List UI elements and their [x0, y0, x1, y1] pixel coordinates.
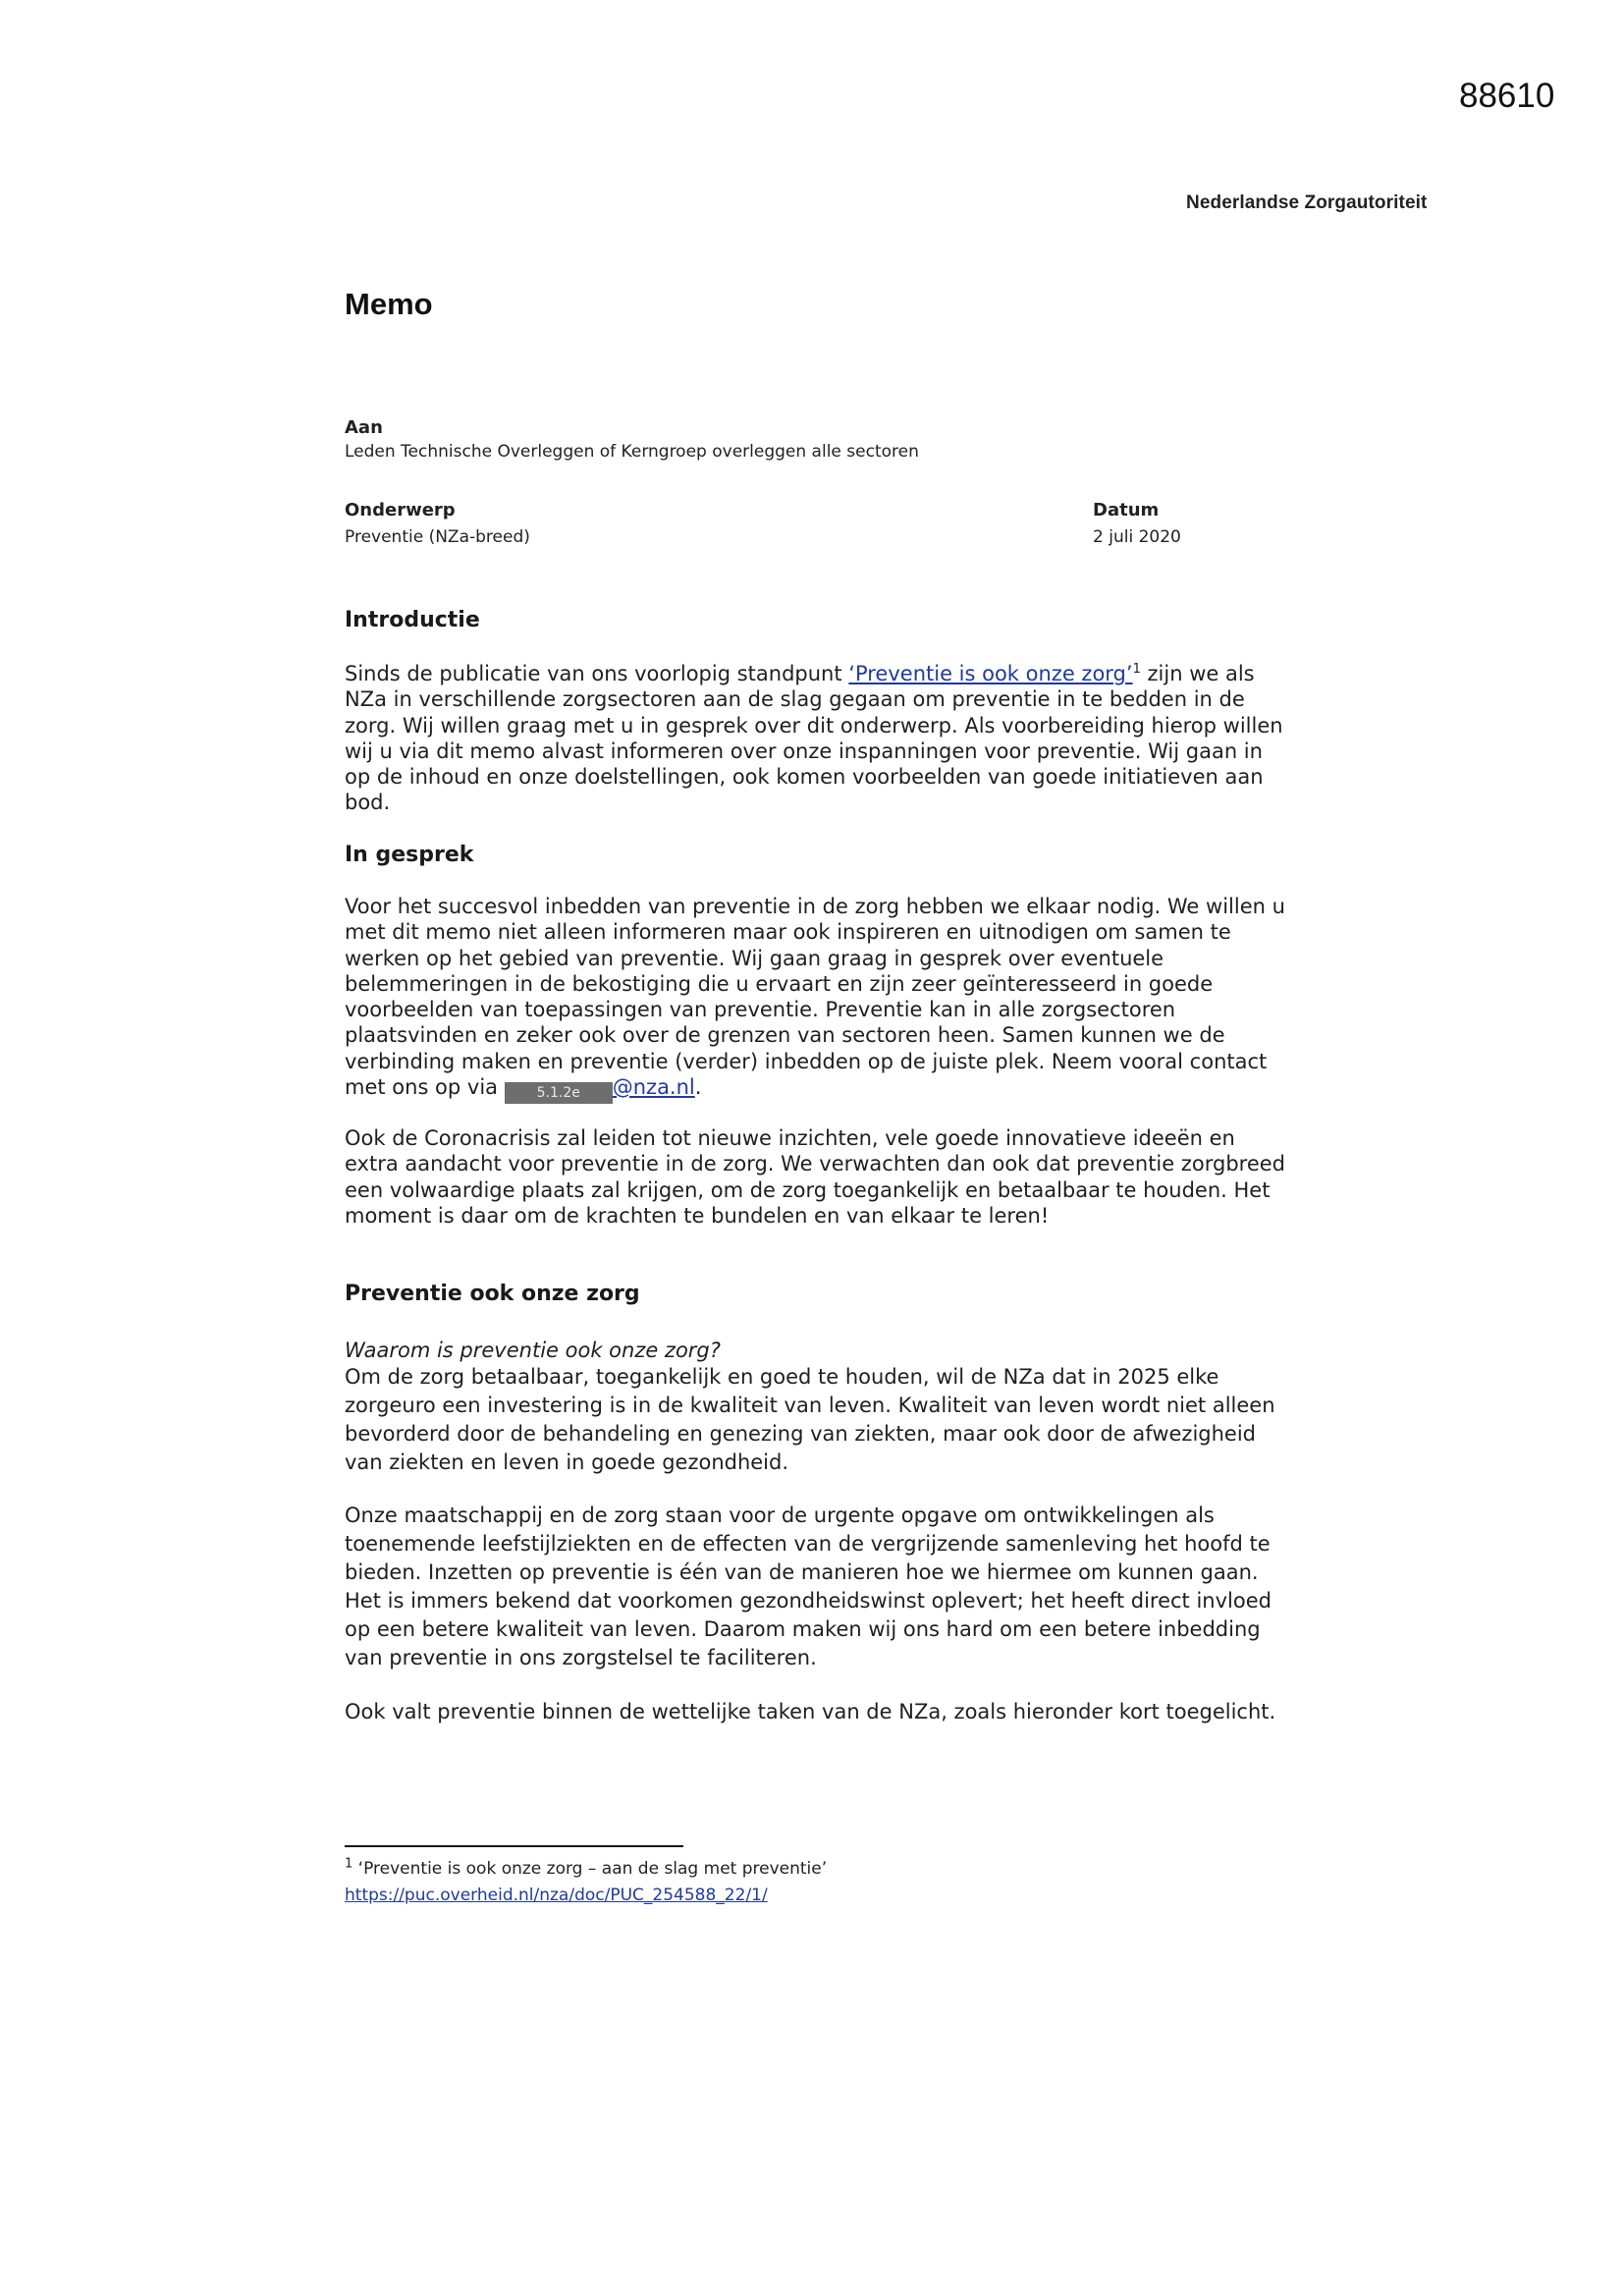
footnote-url-link[interactable]: https://puc.overheid.nl/nza/doc/PUC_254588_22/1/ — [345, 1886, 768, 1905]
footnote-text — [345, 1856, 828, 1879]
preventie-subheading: Waarom is preventie ook onze zorg? — [345, 1339, 721, 1362]
in-gesprek-paragraph-1 — [345, 894, 1287, 1104]
introductie-text-start: Sinds de publicatie van ons voorlopig standpunt — [345, 662, 849, 685]
preventie-paragraph-3: Ook valt preventie binnen de wettelijke taken van de NZa, zoals hieronder kort toegelicht. — [345, 1700, 1276, 1723]
in-gesprek-text: Voor het succesvol inbedden van preventie in de zorg hebben we elkaar nodig. We willen u met dit memo niet alleen informeren maar ook inspireren en uitnodigen om samen te werken op het gebied van preventie. Wij gaan graag in gesprek over eventuele belemmeringen in de bekostiging die u ervaart en zijn zeer geïnteresseerd in goede voorbeelden van toepassingen van preventie. Preventie kan in alle zorgsectoren plaatsvinden en zeker ook over de grenzen van sectoren heen. Samen kunnen we de verbinding maken en preventie (verder) inbedden op de juiste plek. Neem vooral contact met ons op via — [345, 895, 1285, 1100]
introductie-heading: Introductie — [345, 608, 480, 632]
preventie-heading: Preventie ook onze zorg — [345, 1282, 640, 1306]
footnote-divider — [345, 1845, 683, 1847]
footnote-number: 1 — [345, 1856, 353, 1872]
datum-value: 2 juli 2020 — [1093, 527, 1181, 547]
memo-title: Memo — [345, 287, 433, 321]
aan-label: Aan — [345, 417, 383, 438]
organization-name: Nederlandse Zorgautoriteit — [1186, 192, 1428, 213]
document-number: 88610 — [1459, 77, 1555, 115]
aan-value: Leden Technische Overleggen of Kerngroep overleggen alle sectoren — [345, 442, 919, 462]
introductie-text-end: zijn we als NZa in verschillende zorgsectoren aan de slag gegaan om preventie in te bedden in de zorg. Wij willen graag met u in gesprek over dit onderwerp. Als voorbereiding hierop willen wij u via dit memo alvast informeren over onze inspanningen voor preventie. Wij gaan in op de inhoud en onze doelstellingen, ook komen voorbeelden van goede initiatieven aan bod. — [345, 662, 1283, 815]
onderwerp-value: Preventie (NZa-breed) — [345, 527, 530, 547]
standpunt-link[interactable]: ‘Preventie is ook onze zorg’ — [848, 662, 1133, 685]
onderwerp-label: Onderwerp — [345, 500, 456, 520]
footnote-reference: 1 — [1132, 662, 1141, 677]
in-gesprek-heading: In gesprek — [345, 843, 474, 867]
preventie-paragraph-2: Onze maatschappij en de zorg staan voor de urgente opgave om ontwikkelingen als toenemende leefstijlziekten en de effecten van de vergrijzende samenleving het hoofd te bieden. Inzetten op preventie is één van de manieren hoe we hiermee om kunnen gaan. Het is immers bekend dat voorkomen gezondheidswinst oplevert; het heeft direct invloed op een betere kwaliteit van leven. Daarom maken wij ons hard om een betere inbedding van preventie in ons zorgstelsel te faciliteren. — [345, 1503, 1272, 1669]
in-gesprek-paragraph-2: Ook de Coronacrisis zal leiden tot nieuwe inzichten, vele goede innovatieve ideeën en extra aandacht voor preventie in de zorg. We verwachten dan ook dat preventie zorgbreed een volwaardige plaats zal krijgen, om de zorg toegankelijk en betaalbaar te houden. Het moment is daar om de krachten te bundelen en van elkaar te leren! — [345, 1126, 1285, 1228]
redaction-block: 5.1.2e — [505, 1082, 613, 1104]
email-link[interactable]: @nza.nl — [612, 1075, 695, 1100]
footnote-title: ‘Preventie is ook onze zorg – aan de slag met preventie’ — [352, 1859, 828, 1879]
in-gesprek-text-end: . — [694, 1075, 702, 1100]
preventie-paragraph-1: Om de zorg betaalbaar, toegankelijk en goed te houden, wil de NZa dat in 2025 elke zorgeuro een investering is in de kwaliteit van leven. Kwaliteit van leven wordt niet alleen bevorderd door de behandeling en genezing van ziekten, maar ook door de afwezigheid van ziekten en leven in goede gezondheid. — [345, 1365, 1275, 1474]
datum-label: Datum — [1093, 500, 1160, 520]
introductie-paragraph — [345, 661, 1287, 816]
